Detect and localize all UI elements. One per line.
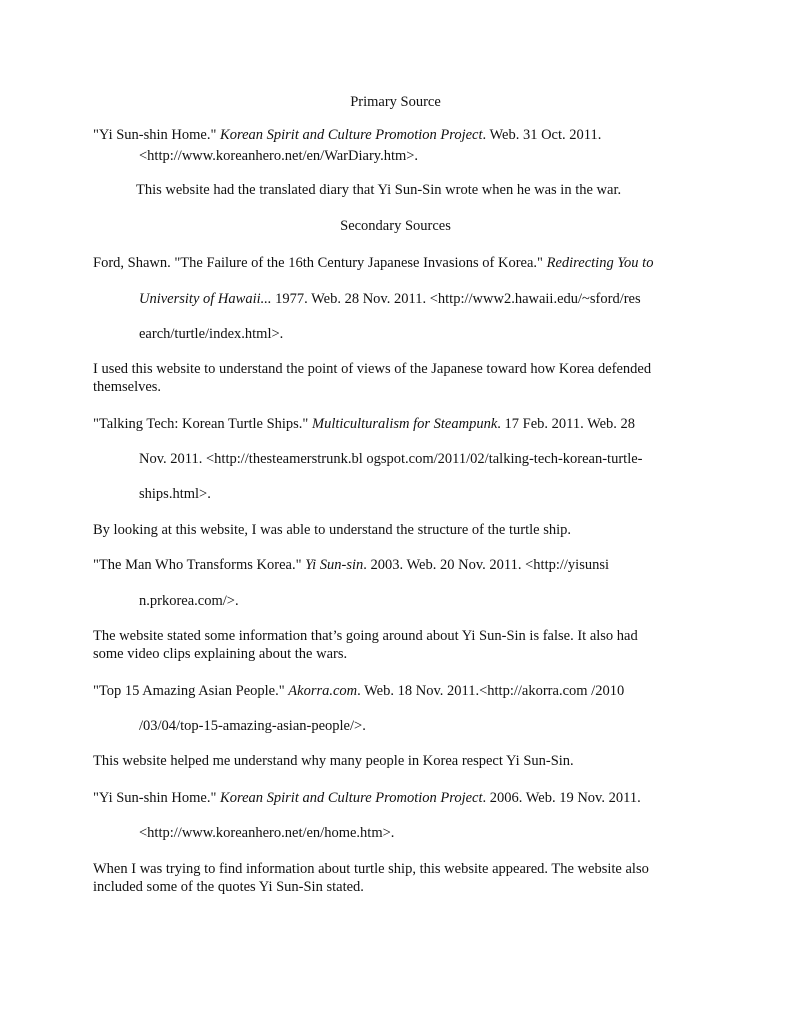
- citation-line: "The Man Who Transforms Korea." Yi Sun-sin. 2003. Web. 20 Nov. 2011. <http://yisunsi: [93, 557, 610, 573]
- citation-line: <http://www.koreanhero.net/en/home.htm>.: [139, 825, 395, 841]
- citation-line: "Yi Sun-shin Home." Korean Spirit and Culture Promotion Project. 2006. Web. 19 Nov. 2011.: [93, 790, 641, 806]
- citation-line: Ford, Shawn. "The Failure of the 16th Century Japanese Invasions of Korea." Redirecting You to: [93, 255, 654, 271]
- citation-line: n.prkorea.com/>.: [139, 593, 239, 609]
- primary-source-heading: Primary Source: [350, 94, 441, 110]
- citation-line: "Talking Tech: Korean Turtle Ships." Multiculturalism for Steampunk. 17 Feb. 2011. Web. 28: [93, 416, 636, 432]
- citation-line: /03/04/top-15-amazing-asian-people/>.: [139, 718, 366, 734]
- citation-line: Nov. 2011. <http://thesteamerstrunk.bl ogspot.com/2011/02/talking-tech-korean-turtle-: [139, 451, 643, 467]
- citation-line: "Yi Sun-shin Home." Korean Spirit and Culture Promotion Project. Web. 31 Oct. 2011.: [93, 127, 602, 143]
- secondary-sources-heading: Secondary Sources: [340, 218, 451, 234]
- annotation-text: The website stated some information that’s going around about Yi Sun-Sin is false. It also had: [93, 628, 638, 644]
- annotation-text: By looking at this website, I was able to understand the structure of the turtle ship.: [93, 522, 571, 538]
- annotation-text: themselves.: [93, 379, 162, 395]
- annotation-text: some video clips explaining about the wars.: [93, 646, 348, 662]
- citation-line: University of Hawaii... 1977. Web. 28 Nov. 2011. <http://www2.hawaii.edu/~sford/res: [139, 291, 641, 307]
- annotation-text: When I was trying to find information about turtle ship, this website appeared. The website also: [93, 861, 649, 877]
- citation-line: <http://www.koreanhero.net/en/WarDiary.htm>.: [139, 148, 419, 164]
- annotation-text: This website had the translated diary that Yi Sun-Sin wrote when he was in the war.: [136, 182, 622, 198]
- annotation-text: included some of the quotes Yi Sun-Sin stated.: [93, 879, 364, 895]
- citation-line: earch/turtle/index.html>.: [139, 326, 284, 342]
- annotation-text: This website helped me understand why many people in Korea respect Yi Sun-Sin.: [93, 753, 574, 769]
- citation-line: "Top 15 Amazing Asian People." Akorra.com. Web. 18 Nov. 2011.<http://akorra.com /2010: [93, 683, 625, 699]
- annotation-text: I used this website to understand the point of views of the Japanese toward how Korea defended: [93, 361, 652, 377]
- citation-line: ships.html>.: [139, 486, 211, 502]
